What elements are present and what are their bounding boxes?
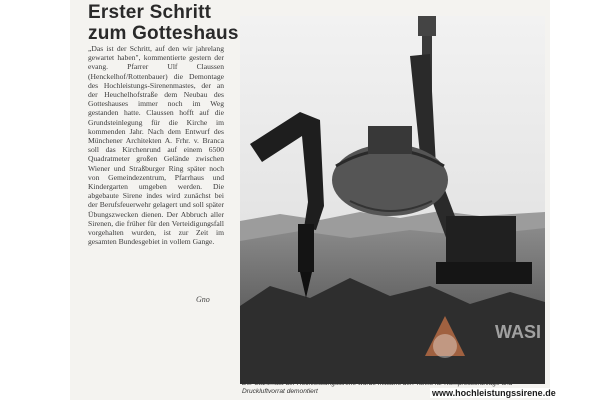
photo-tank-cage	[368, 126, 412, 154]
headline-line-2: zum Gotteshaus	[88, 23, 239, 44]
photo-hammer	[298, 224, 314, 272]
photo-excavator-cab	[446, 216, 516, 266]
headline-line-1: Erster Schritt	[88, 2, 212, 23]
watermark-text: WASI	[495, 322, 542, 342]
photo-watermark-circle	[433, 334, 457, 358]
website-watermark-url: www.hochleistungssirene.de	[432, 388, 556, 398]
photo-siren-head	[418, 16, 436, 36]
article-author: Gno	[196, 295, 210, 304]
photo-caption: Der Stahlmast der Hochleistungssirene wurde mitsamt den Tanks für Kompressoranlage und Druckluftvorrat demontiert	[242, 380, 513, 395]
article-body: „Das ist der Schritt, auf den wir jahrelang gewartet haben", kommentierte gestern der evang. Pfarrer Ulf Claussen (Henckelhof/Rottenbauer) die Demontage des Hochleistungs-Sirenenmastes, der an der Heuchelhofstraße dem Neubau des Gotteshauses immer noch im Weg gestanden hatte. Claussen hofft auf die Grundsteinlegung für die Kirche im kommenden Jahr. Nach dem Entwurf des Münchener Architekten A. Frhr. v. Branca soll das Kirchenrund auf einem 6500 Quadratmeter großen Gelände zwischen Wiener und Straßburger Ring später noch von Gemeindezentrum, Pfarrhaus und Kindergarten umgeben werden. Die abgebaute Sirene indes wird zunächst bei der Berufsfeuerwehr gelagert und soll später Übungszwecken dienen. Der Abbruch aller Sirenen, die früher für den Verteidigungsfall vorgehalten wurden, ist zur Zeit im gesamten Bundesgebiet in vollem Gange.	[88, 44, 224, 247]
photo-lifted-tank	[332, 144, 448, 216]
photo-excavator-tracks	[436, 262, 532, 284]
